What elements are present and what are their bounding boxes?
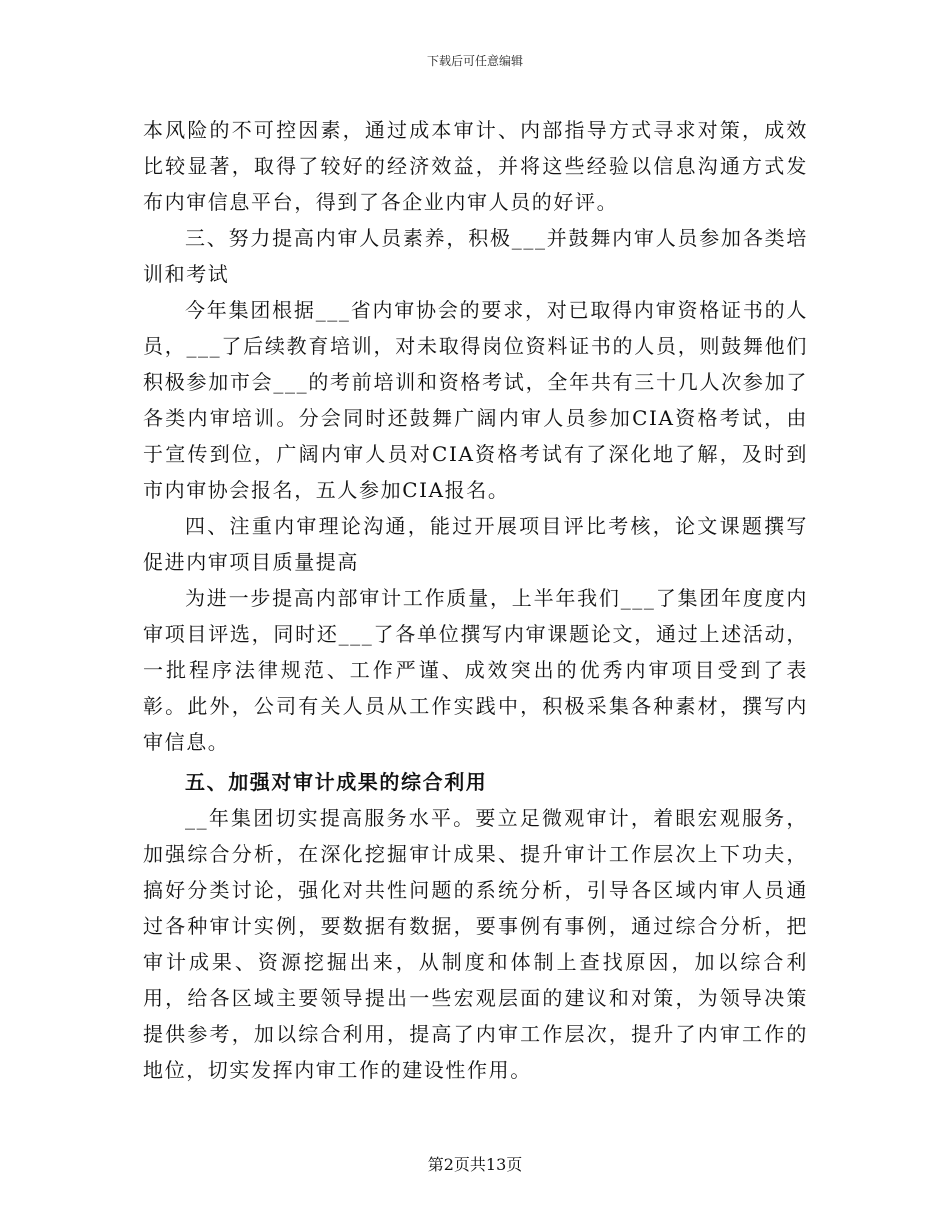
paragraph-5: 为进一步提高内部审计工作质量，上半年我们___了集团年度度内审项目评选，同时还___了各单位撰写内审课题论文，通过上述活动，一批程序法律规范、工作严谨、成效突出的优秀内审项目受到了表彰。此外，公司有关人员从工作实践中，积极采集各种素材，撰写内审信息。 [143,586,808,754]
page-number-footer: 第2页共13页 [427,1155,523,1174]
paragraph-3: 今年集团根据___省内审协会的要求，对已取得内审资格证书的人员，___了后续教育培训，对未取得岗位资料证书的人员，则鼓舞他们积极参加市会___的考前培训和资格考试，全年共有三十几人次参加了各类内审培训。分会同时还鼓舞广阔内审人员参加CIA资格考试，由于宣传到位，广阔内审人员对CIA资格考试有了深化地了解，及时到市内审协会报名，五人参加CIA报名。 [143,298,808,502]
section-5-heading: 五、加强对审计成果的综合利用 [185,770,488,794]
section-3-title: 三、努力提高内审人员素养，积极___并鼓舞内审人员参加各类培训和考试 [143,226,808,286]
page-header: 下载后可任意编辑 [426,54,523,68]
paragraph-1: 本风险的不可控因素，通过成本审计、内部指导方式寻求对策，成效比较显著，取得了较好的经济效益，并将这些经验以信息沟通方式发布内审信息平台，得到了各企业内审人员的好评。 [143,118,808,214]
paragraph-6: __年集团切实提高服务水平。要立足微观审计，着眼宏观服务，加强综合分析，在深化挖掘审计成果、提升审计工作层次上下功夫，搞好分类讨论，强化对共性问题的系统分析，引导各区域内审人员通过各种审计实例，要数据有数据，要事例有事例，通过综合分析，把审计成果、资源挖掘出来，从制度和体制上查找原因，加以综合利用，给各区域主要领导提出一些宏观层面的建议和对策，为领导决策提供参考，加以综合利用，提高了内审工作层次，提升了内审工作的地位，切实发挥内审工作的建设性作用。 [143,806,808,1082]
section-4-title: 四、注重内审理论沟通，能过开展项目评比考核，论文课题撰写促进内审项目质量提高 [143,514,808,574]
document-body [143,112,808,1088]
